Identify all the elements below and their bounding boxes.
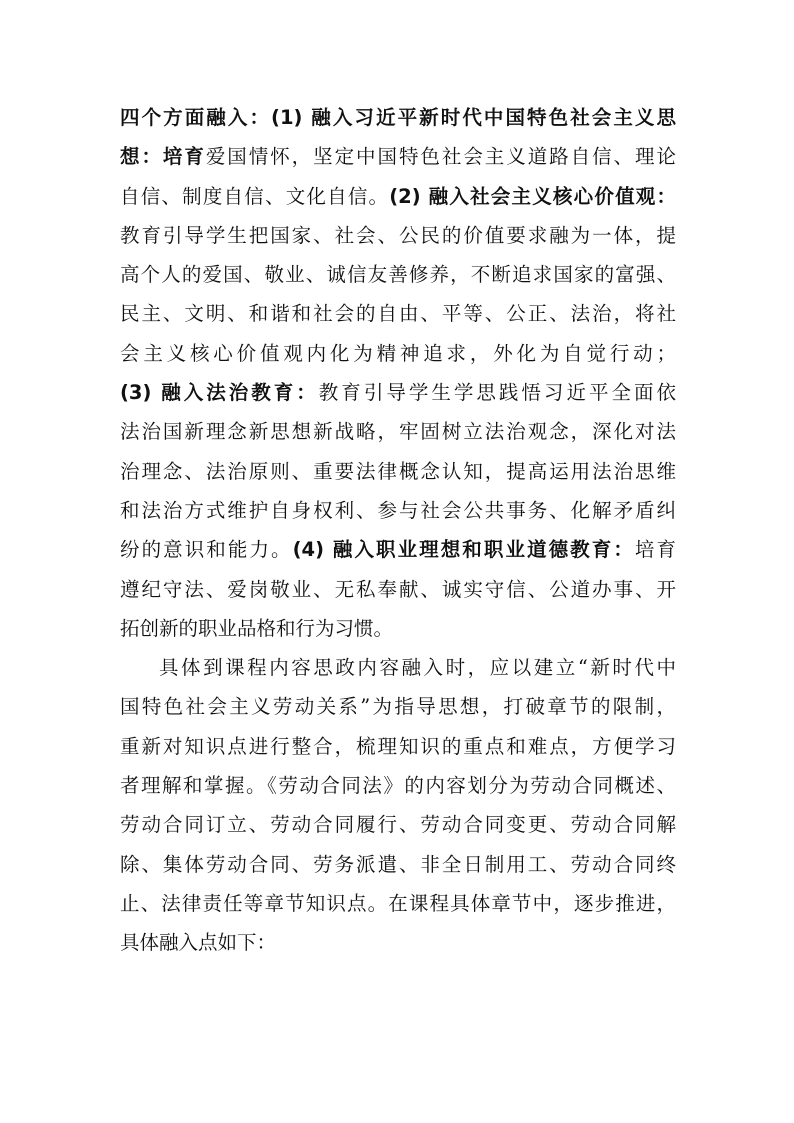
text-line: 法治国新理念新思想新战略，牢固树立法治观念，深化对法	[120, 420, 676, 444]
text-line: 除、集体劳动合同、劳务派遣、非全日制用工、劳动合同终	[120, 852, 676, 876]
text-line: 拓创新的职业品格和行为习惯。	[120, 616, 394, 640]
text-line	[120, 177, 676, 216]
paragraph-2	[120, 648, 676, 962]
body-text: 自信、制度自信、文化自信。	[120, 184, 390, 208]
text-line	[120, 373, 676, 412]
text-line: 止、法律责任等章节知识点。在课程具体章节中，逐步推进，	[120, 891, 676, 915]
text-line: 劳动合同订立、劳动合同履行、劳动合同变更、劳动合同解	[120, 813, 676, 837]
document-page	[120, 98, 676, 963]
text-line: 治理念、法治原则、重要法律概念认知，提高运用法治思维	[120, 459, 676, 483]
text-line: 高个人的爱国、敬业、诚信友善修养，不断追求国家的富强、	[120, 263, 676, 287]
bold-heading: 想：培育	[120, 145, 206, 169]
text-line: 具体融入点如下：	[120, 931, 277, 955]
text-line: 民主、文明、和谐和社会的自由、平等、公正、法治，将社	[120, 302, 676, 326]
paragraph-1	[120, 98, 676, 648]
bold-heading: (3) 融入法治教育：	[120, 381, 319, 405]
text-line: 会主义核心价值观内化为精神追求，外化为自觉行动；	[120, 341, 676, 365]
text-line: 具体到课程内容思政内容融入时，应以建立“新时代中	[159, 656, 676, 680]
text-line: 国特色社会主义劳动关系”为指导思想，打破章节的限制，	[120, 695, 676, 719]
text-line	[120, 530, 676, 569]
text-line	[120, 98, 676, 137]
bold-heading: (2) 融入社会主义核心价值观：	[389, 184, 676, 208]
body-text: 纷的意识和能力。	[120, 538, 293, 562]
text-line: 者理解和掌握。《劳动合同法》的内容划分为劳动合同概述、	[120, 774, 676, 798]
bold-heading: (4) 融入职业理想和职业道德教育：	[292, 538, 635, 562]
body-text: 教育引导学生学思践悟习近平全面依	[318, 381, 676, 405]
text-line: 和法治方式维护自身权利、参与社会公共事务、化解矛盾纠	[120, 498, 676, 522]
text-line	[120, 137, 676, 176]
text-line: 遵纪守法、爱岗敬业、无私奉献、诚实守信、公道办事、开	[120, 577, 676, 601]
text-line: 重新对知识点进行整合，梳理知识的重点和难点，方便学习	[120, 734, 676, 758]
body-text: 爱国情怀，坚定中国特色社会主义道路自信、理论	[205, 145, 676, 169]
text-line: 教育引导学生把国家、社会、公民的价值要求融为一体，提	[120, 223, 676, 247]
body-text: 培育	[634, 538, 676, 562]
bold-heading: 四个方面融入：(1) 融入习近平新时代中国特色社会主义思	[120, 106, 676, 129]
